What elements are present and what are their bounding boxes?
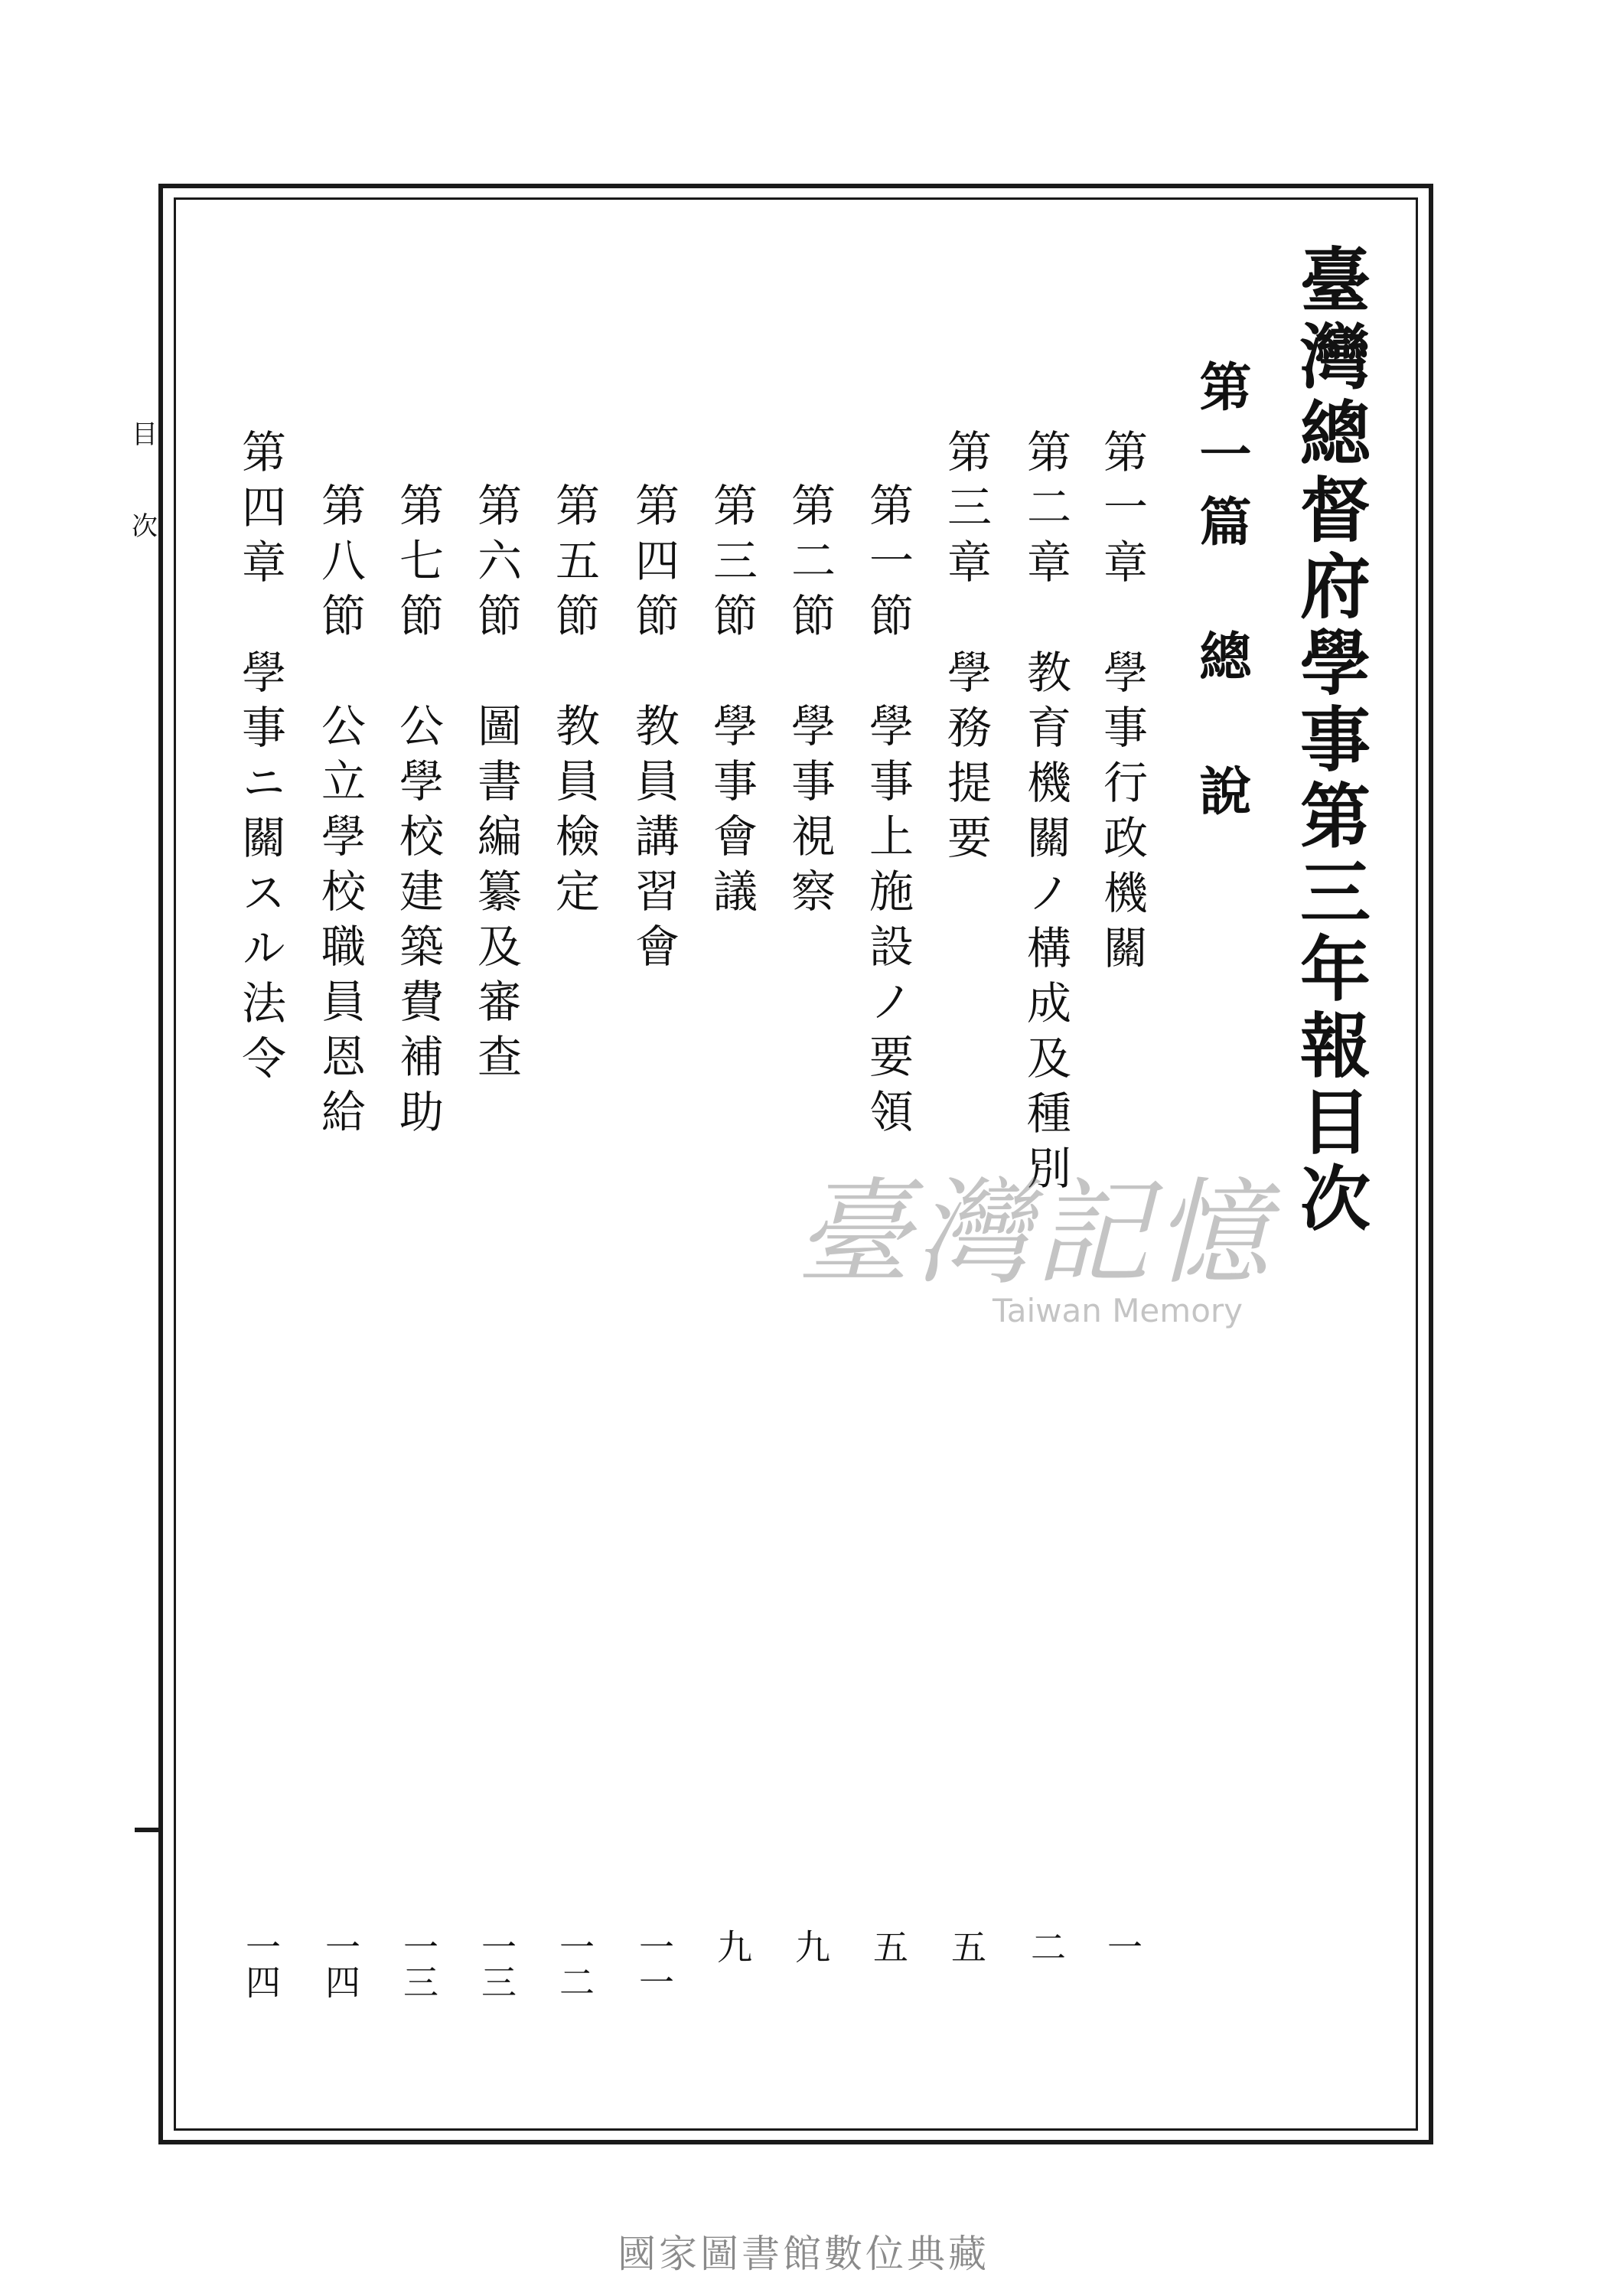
toc-entry-8: 第五節 教員檢定 bbox=[548, 482, 600, 923]
toc-page-2: 二 bbox=[1025, 1929, 1067, 1964]
toc-page-7: 一一 bbox=[634, 1929, 675, 1999]
toc-entry-4: 第一節 學事上施設ノ要領 bbox=[862, 482, 914, 1143]
side-label-bottom: 次 bbox=[132, 511, 158, 542]
footer-credit: 國家圖書館數位典藏 bbox=[618, 2232, 989, 2276]
toc-page-1: 一 bbox=[1102, 1929, 1143, 1964]
toc-entry-1: 第一章 學事行政機關 bbox=[1096, 429, 1148, 980]
watermark-en: Taiwan Memory bbox=[993, 1292, 1244, 1329]
toc-page-10: 一三 bbox=[398, 1929, 439, 1999]
toc-entry-6: 第三節 學事會議 bbox=[706, 482, 758, 923]
watermark bbox=[796, 1140, 1273, 1329]
part-heading: 第一篇 總 說 bbox=[1191, 360, 1252, 831]
toc-page-3: 五 bbox=[946, 1929, 987, 1964]
toc-page-5: 九 bbox=[790, 1929, 831, 1964]
toc-page-11: 一四 bbox=[320, 1929, 361, 1999]
toc-entry-5: 第二節 學事視察 bbox=[784, 482, 836, 923]
toc-page-4: 五 bbox=[868, 1929, 909, 1964]
toc-page-8: 一二 bbox=[554, 1929, 595, 1999]
toc-page-6: 九 bbox=[712, 1929, 753, 1964]
toc-entry-11: 第八節 公立學校職員恩給 bbox=[314, 482, 366, 1143]
toc-entry-7: 第四節 教員講習會 bbox=[627, 482, 680, 978]
side-label-top: 目 bbox=[132, 419, 158, 450]
toc-entry-10: 第七節 公學校建築費補助 bbox=[392, 482, 444, 1143]
side-page-mark bbox=[135, 1828, 159, 1832]
watermark-cn: 臺灣記憶 bbox=[796, 1167, 1274, 1300]
toc-page-12: 一四 bbox=[240, 1929, 282, 1999]
toc-page-9: 一三 bbox=[476, 1929, 517, 1999]
toc-entry-2: 第二章 教育機關ノ構成及種別 bbox=[1019, 429, 1071, 1200]
toc-entry-12: 第四章 學事ニ關スル法令 bbox=[234, 429, 286, 1090]
toc-entry-9: 第六節 圖書編纂及審查 bbox=[470, 482, 522, 1088]
toc-entry-3: 第三章 學務提要 bbox=[940, 429, 992, 869]
page-title: 臺灣總督府學事第三年報目次 bbox=[1289, 243, 1371, 1238]
